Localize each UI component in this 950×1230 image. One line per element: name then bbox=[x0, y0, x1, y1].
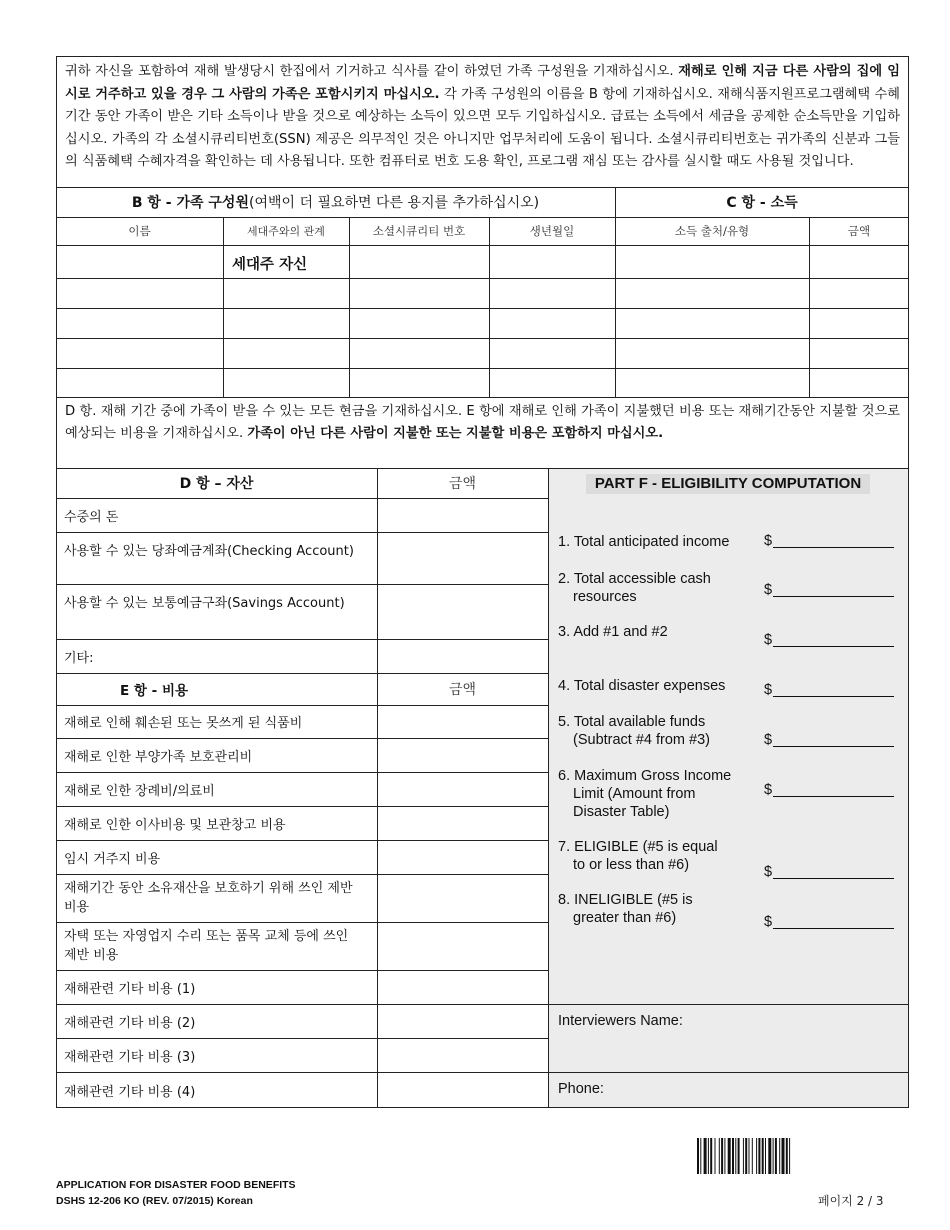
currency-sign: $ bbox=[764, 864, 773, 880]
col-income-source-header: 소득 출처/유형 bbox=[674, 224, 750, 238]
expense-row: 재해관련 기타 비용 (1) bbox=[64, 981, 196, 997]
part-e-title: E 항 - 비용 bbox=[120, 683, 189, 699]
part-e-amount-header: 금액 bbox=[448, 682, 477, 698]
barcode bbox=[697, 1138, 858, 1174]
page-number: 페이지 2 / 3 bbox=[818, 1194, 884, 1208]
part-d-title: D 항 – 자산 bbox=[179, 476, 254, 492]
intro-instructions: 귀하 자신을 포함하여 재해 발생당시 한집에서 기거하고 식사를 같이 하였던 가족 구성원을 기재하십시오. 재해로 인해 지금 다른 사람의 집에 임시로 거주하고 있을 경우 그 사람의 가족은 포함시키지 마십시오. 각 가족 구성원의 이름을 B 항에 기재하십시오. 재해식품지원프로그램혜택 수혜기간 동안 가족이 받은 기타 소득이나 받을 것으로 예상하는 소득이 있으면 모두 기입하십시오. 급료는 소득에서 세금을 공제한 순소득만을 기입하십시오. 가족의 각 소셜시큐리티번호(SSN) 제공은 의무적인 것은 아니지만 업무처리에 도움이 됩니다. 소셜시큐리티번호는 귀가족의 신분과 그들의 식품혜택 수혜자격을 확인하는 데 사용됩니다. 또한 컴퓨터로 번호 도용 확인, 프로그램 재심 또는 감사를 실시할 때도 사용될 것입니다. bbox=[56, 56, 909, 188]
part-f-item-1: 1. Total anticipated income bbox=[558, 534, 730, 550]
expense-row: 재해관련 기타 비용 (4) bbox=[64, 1084, 196, 1100]
col-dob-header: 생년월일 bbox=[529, 224, 575, 238]
phone-label: Phone: bbox=[558, 1081, 604, 1097]
part-b-title: B 항 - 가족 구성원 (여백이 더 필요하면 다른 용지를 추가하십시오) bbox=[131, 195, 540, 211]
col-ssn-header: 소셜시큐리티 번호 bbox=[372, 224, 466, 238]
total-cash-field[interactable] bbox=[773, 596, 894, 597]
eligible-field[interactable] bbox=[773, 878, 894, 879]
currency-sign: $ bbox=[764, 782, 773, 798]
part-f-item-4: 4. Total disaster expenses bbox=[558, 678, 726, 694]
currency-sign: $ bbox=[764, 632, 773, 648]
currency-sign: $ bbox=[764, 582, 773, 598]
asset-row-cash: 수중의 돈 bbox=[64, 509, 119, 525]
col-income-amount-header: 금액 bbox=[847, 224, 871, 238]
available-funds-field[interactable] bbox=[773, 746, 894, 747]
expense-row: 재해기간 동안 소유재산을 보호하기 위해 쓰인 제반 비용 bbox=[64, 881, 353, 915]
currency-sign: $ bbox=[764, 732, 773, 748]
asset-row-other: 기타: bbox=[64, 650, 94, 666]
col-name-header: 이름 bbox=[128, 224, 151, 238]
sum-field[interactable] bbox=[773, 646, 894, 647]
col-relation-header: 세대주와의 관계 bbox=[247, 225, 325, 238]
asset-row-checking: 사용할 수 있는 당좌예금계좌(Checking Account) bbox=[64, 543, 354, 559]
part-f-item-6: 6. Maximum Gross Income Limit (Amount from Disaster Table) bbox=[558, 768, 732, 820]
total-income-field[interactable] bbox=[773, 547, 894, 548]
expense-row: 재해로 인한 장례비/의료비 bbox=[64, 783, 215, 799]
expense-row: 자택 또는 자영업지 수리 또는 품목 교체 등에 쓰인 제반 비용 bbox=[64, 929, 349, 963]
expense-row: 임시 거주지 비용 bbox=[64, 851, 161, 867]
part-f-item-8: 8. INELIGIBLE (#5 is greater than #6) bbox=[558, 892, 693, 926]
expense-row: 재해관련 기타 비용 (2) bbox=[64, 1015, 196, 1031]
currency-sign: $ bbox=[764, 533, 773, 549]
expense-row: 재해로 인해 훼손된 또는 못쓰게 된 식품비 bbox=[64, 716, 303, 731]
part-f-item-5: 5. Total available funds (Subtract #4 from #3) bbox=[558, 714, 710, 748]
part-f-item-3: 3. Add #1 and #2 bbox=[558, 624, 668, 640]
currency-sign: $ bbox=[764, 682, 773, 698]
part-d-amount-header: 금액 bbox=[448, 476, 477, 492]
form-number: DSHS 12-206 KO (REV. 07/2015) Korean bbox=[56, 1195, 253, 1207]
relation-self: 세대주 자신 bbox=[232, 256, 308, 273]
part-c-title: C 항 - 소득 bbox=[726, 195, 798, 211]
interviewer-name-label: Interviewers Name: bbox=[558, 1013, 683, 1029]
expense-row: 재해로 인한 이사비용 및 보관창고 비용 bbox=[64, 817, 286, 833]
currency-sign: $ bbox=[764, 914, 773, 930]
part-f-title: PART F - ELIGIBILITY COMPUTATION bbox=[586, 474, 870, 494]
expense-row: 재해로 인한 부양가족 보호관리비 bbox=[64, 749, 253, 765]
max-income-field[interactable] bbox=[773, 796, 894, 797]
asset-row-savings: 사용할 수 있는 보통예금구좌(Savings Account) bbox=[64, 595, 345, 611]
total-expenses-field[interactable] bbox=[773, 696, 894, 697]
part-de-instructions: D 항. 재해 기간 중에 가족이 받을 수 있는 모든 현금을 기재하십시오. E 항에 재해로 인해 가족이 지불했던 비용 또는 재해기간동안 지불할 것으로 예상되는 비용을 기재하십시오. 가족이 아닌 다른 사람이 지불한 또는 지불할 비용은 포함하지 마십시오. bbox=[56, 398, 909, 468]
form-title: APPLICATION FOR DISASTER FOOD BENEFITS bbox=[56, 1179, 296, 1191]
part-f-item-7: 7. ELIGIBLE (#5 is equal to or less than #6) bbox=[558, 839, 718, 873]
ineligible-field[interactable] bbox=[773, 928, 894, 929]
part-f-item-2: 2. Total accessible cash resources bbox=[558, 571, 711, 605]
expense-row: 재해관련 기타 비용 (3) bbox=[64, 1049, 196, 1065]
